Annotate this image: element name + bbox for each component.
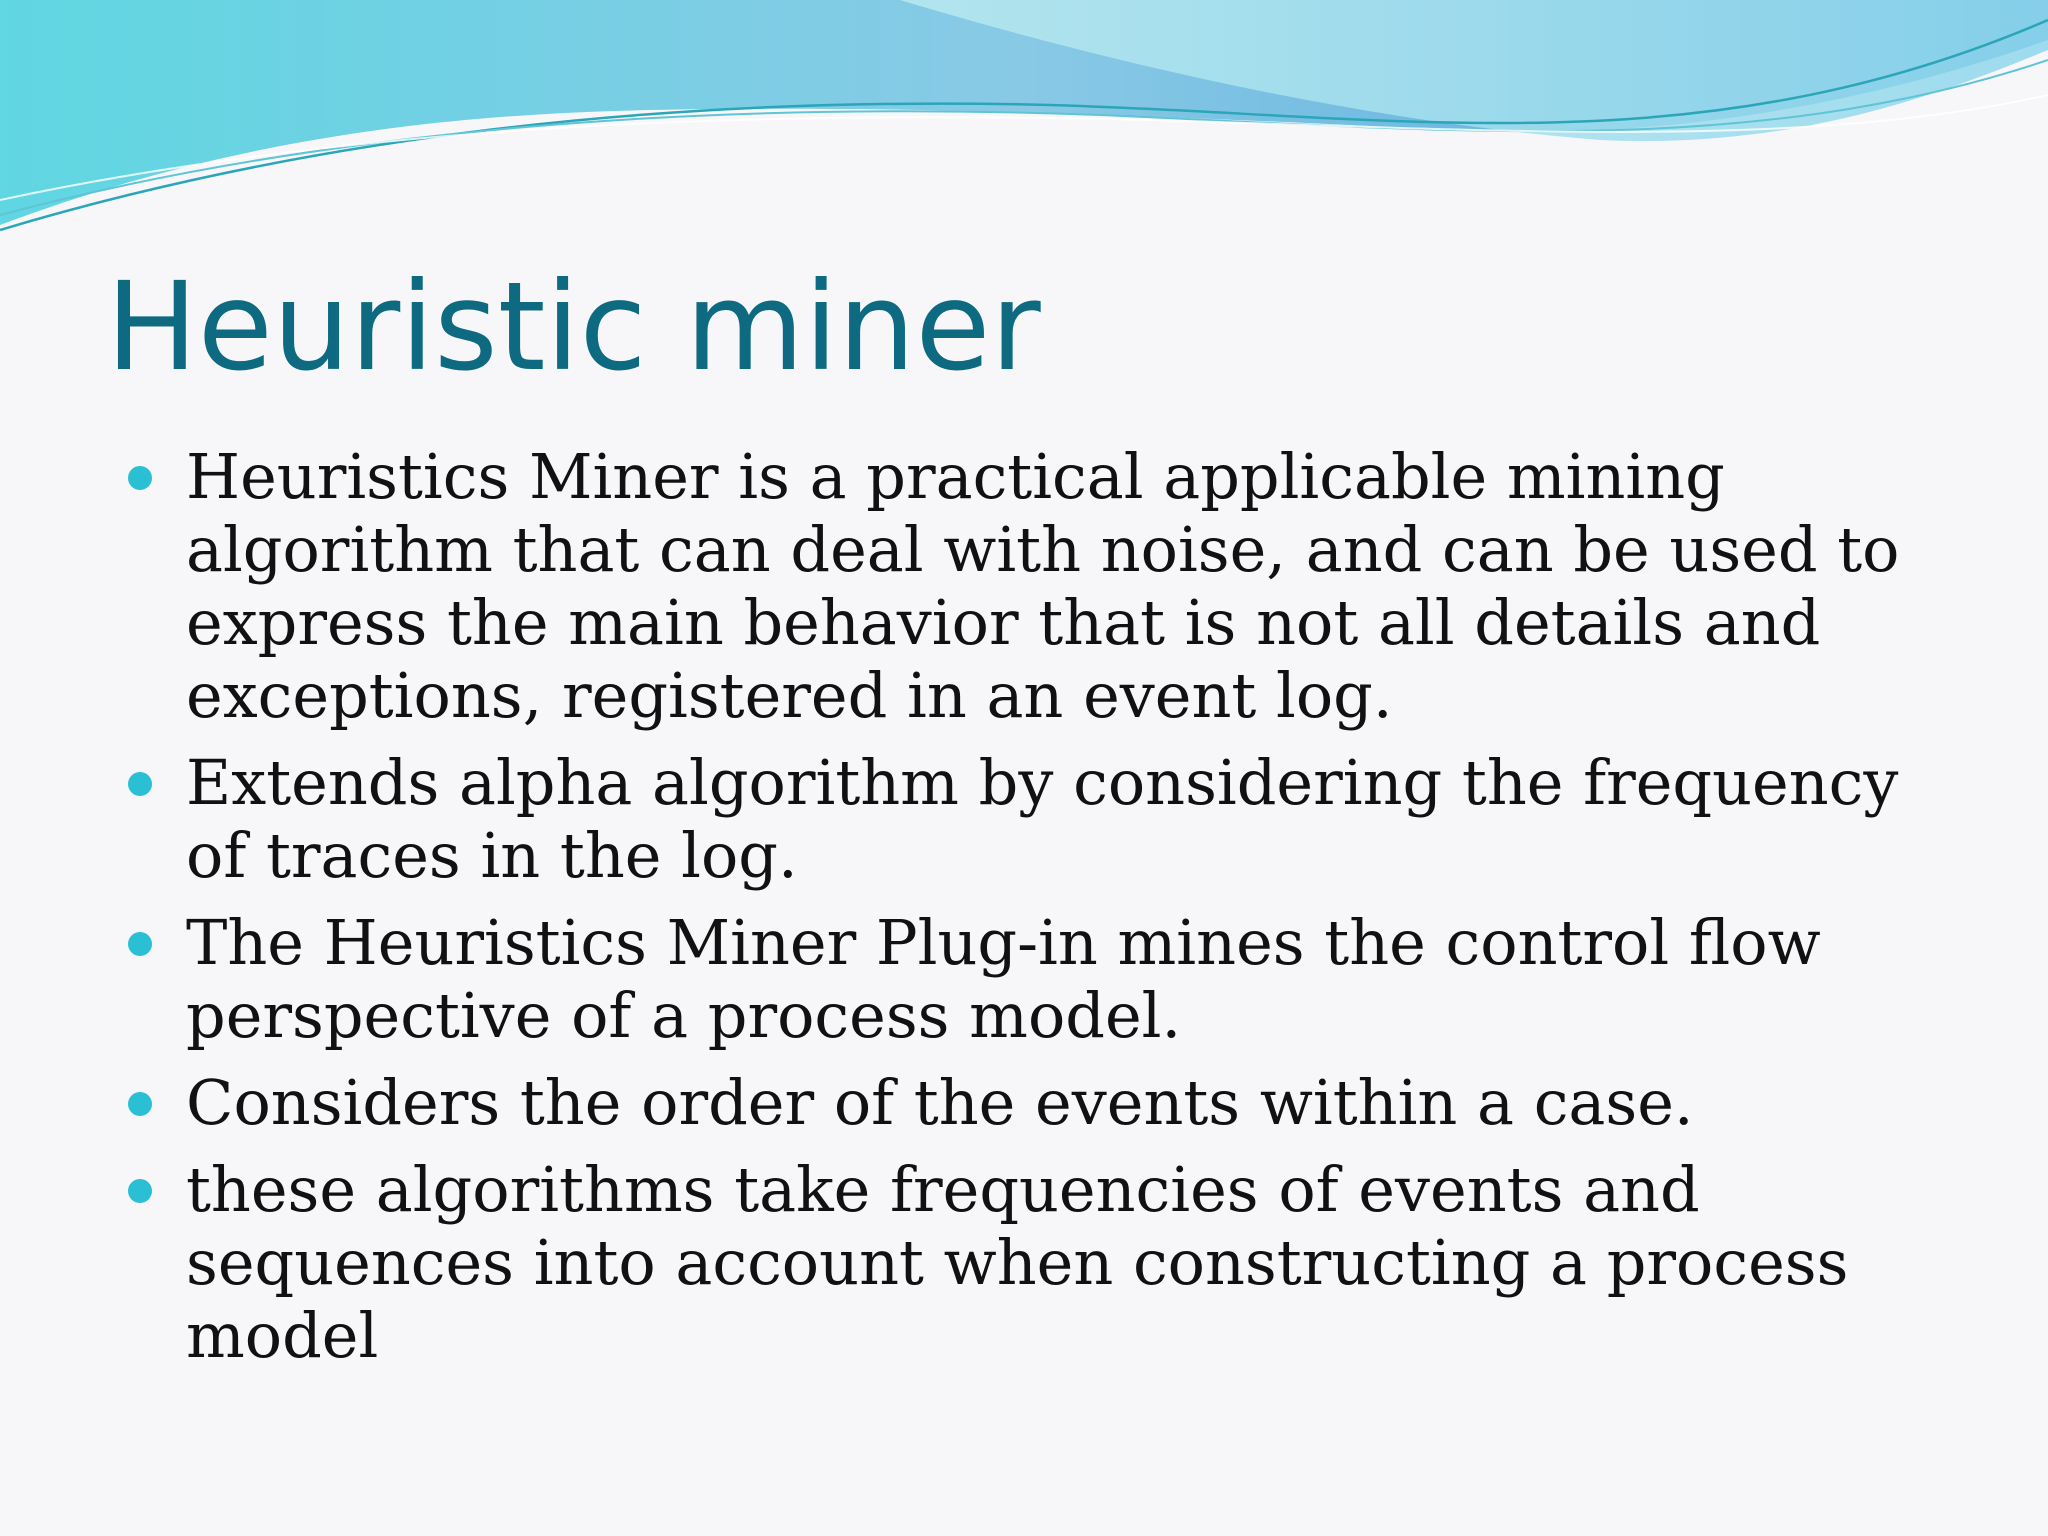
bullet-text: Heuristics Miner is a practical applicable mining algorithm that can deal with noise, and can be used to express the main behavior that is not all details and exceptions, registered in an event log. — [186, 440, 1900, 732]
bullet-text: these algorithms take frequencies of events and sequences into account when constructing a process model — [186, 1153, 1849, 1372]
bullet-icon — [128, 466, 152, 490]
slide-title: Heuristic miner — [106, 256, 1041, 398]
bullet-icon — [128, 1092, 152, 1116]
header-wave-decoration — [0, 0, 2048, 260]
bullet-text: The Heuristics Miner Plug-in mines the control flow perspective of a process model. — [186, 906, 1821, 1052]
bullet-icon — [128, 772, 152, 796]
list-item — [128, 1066, 1928, 1139]
bullet-icon — [128, 1179, 152, 1203]
list-item — [128, 746, 1928, 892]
bullet-text: Extends alpha algorithm by considering the frequency of traces in the log. — [186, 746, 1899, 892]
bullet-list — [128, 440, 1928, 1386]
list-item — [128, 440, 1928, 732]
bullet-text: Considers the order of the events within a case. — [186, 1066, 1694, 1139]
bullet-icon — [128, 932, 152, 956]
list-item — [128, 906, 1928, 1052]
list-item — [128, 1153, 1928, 1372]
